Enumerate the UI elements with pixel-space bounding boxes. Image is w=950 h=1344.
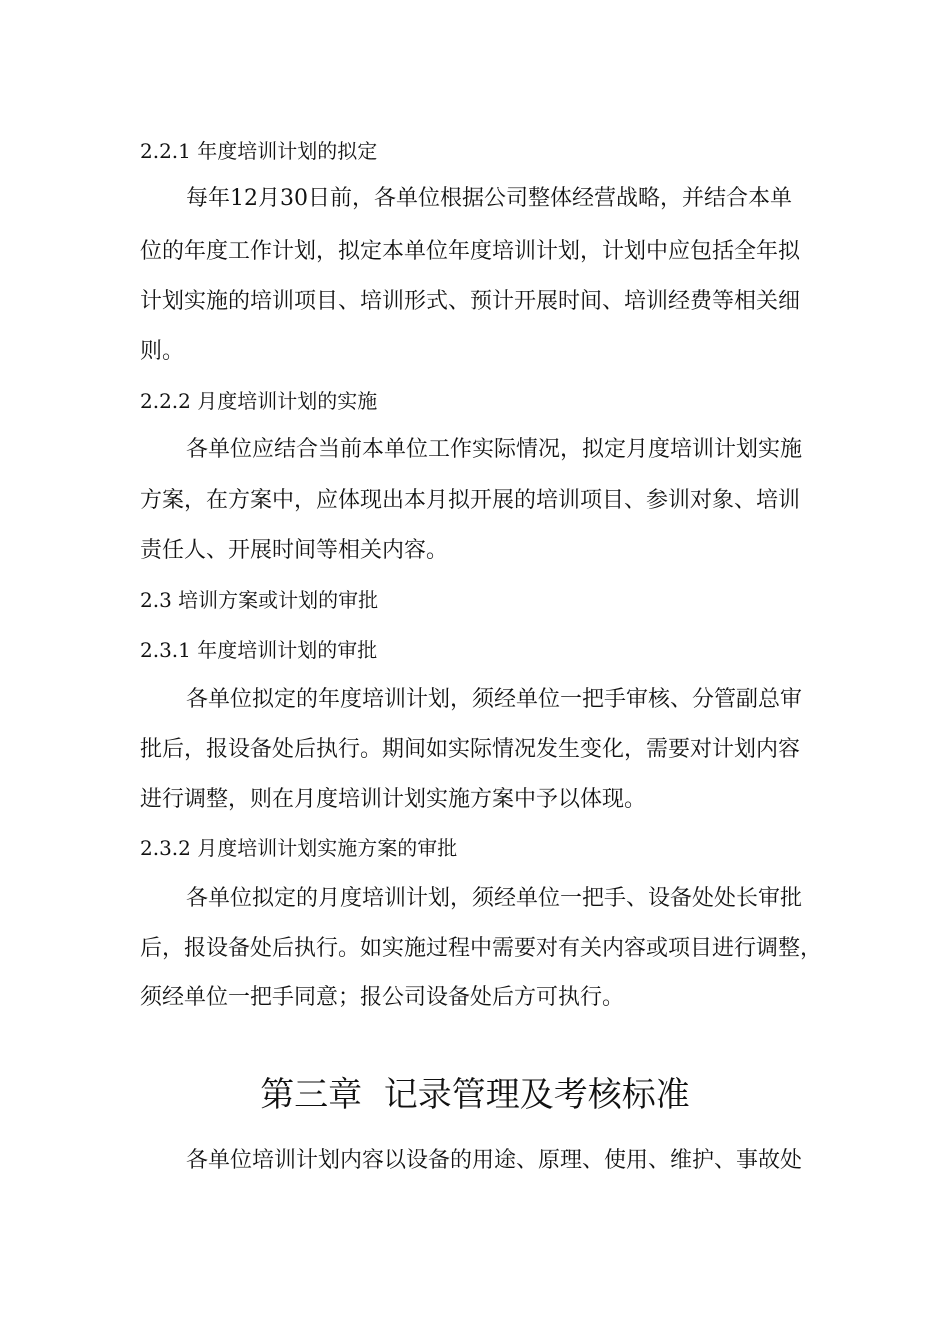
paragraph-line: 责任人、开展时间等相关内容。 xyxy=(140,538,449,563)
paragraph-line: 方案，在方案中，应体现出本月拟开展的培训项目、参训对象、培训 xyxy=(140,488,801,513)
paragraph-line: 批后，报设备处后执行。期间如实际情况发生变化，需要对计划内容 xyxy=(140,737,801,762)
paragraph-line: 各单位拟定的年度培训计划，须经单位一把手审核、分管副总审 xyxy=(186,687,803,712)
paragraph-line: 计划实施的培训项目、培训形式、预计开展时间、培训经费等相关细 xyxy=(140,289,801,314)
section-heading-2-3: 2.3 培训方案或计划的审批 xyxy=(140,588,379,612)
paragraph-line: 后，报设备处后执行。如实施过程中需要对有关内容或项目进行调整， xyxy=(140,936,823,961)
paragraph-line: 则。 xyxy=(140,339,185,364)
paragraph-line: 各单位培训计划内容以设备的用途、原理、使用、维护、事故处 xyxy=(186,1148,803,1173)
section-heading-2-3-1: 2.3.1 年度培训计划的审批 xyxy=(140,638,378,662)
paragraph-line: 各单位拟定的月度培训计划，须经单位一把手、设备处处长审批 xyxy=(186,886,803,911)
section-heading-2-3-2: 2.3.2 月度培训计划实施方案的审批 xyxy=(140,836,458,860)
paragraph-line: 每年12月30日前，各单位根据公司整体经营战略，并结合本单 xyxy=(186,186,792,211)
paragraph-line: 进行调整，则在月度培训计划实施方案中予以体现。 xyxy=(140,787,647,812)
paragraph-line: 须经单位一把手同意；报公司设备处后方可执行。 xyxy=(140,985,625,1010)
paragraph-line: 位的年度工作计划，拟定本单位年度培训计划，计划中应包括全年拟 xyxy=(140,239,801,264)
paragraph-line: 各单位应结合当前本单位工作实际情况，拟定月度培训计划实施 xyxy=(186,437,803,462)
section-heading-2-2-2: 2.2.2 月度培训计划的实施 xyxy=(140,389,378,413)
chapter-title: 第三章 记录管理及考核标准 xyxy=(260,1075,690,1115)
section-heading-2-2-1: 2.2.1 年度培训计划的拟定 xyxy=(140,139,378,163)
